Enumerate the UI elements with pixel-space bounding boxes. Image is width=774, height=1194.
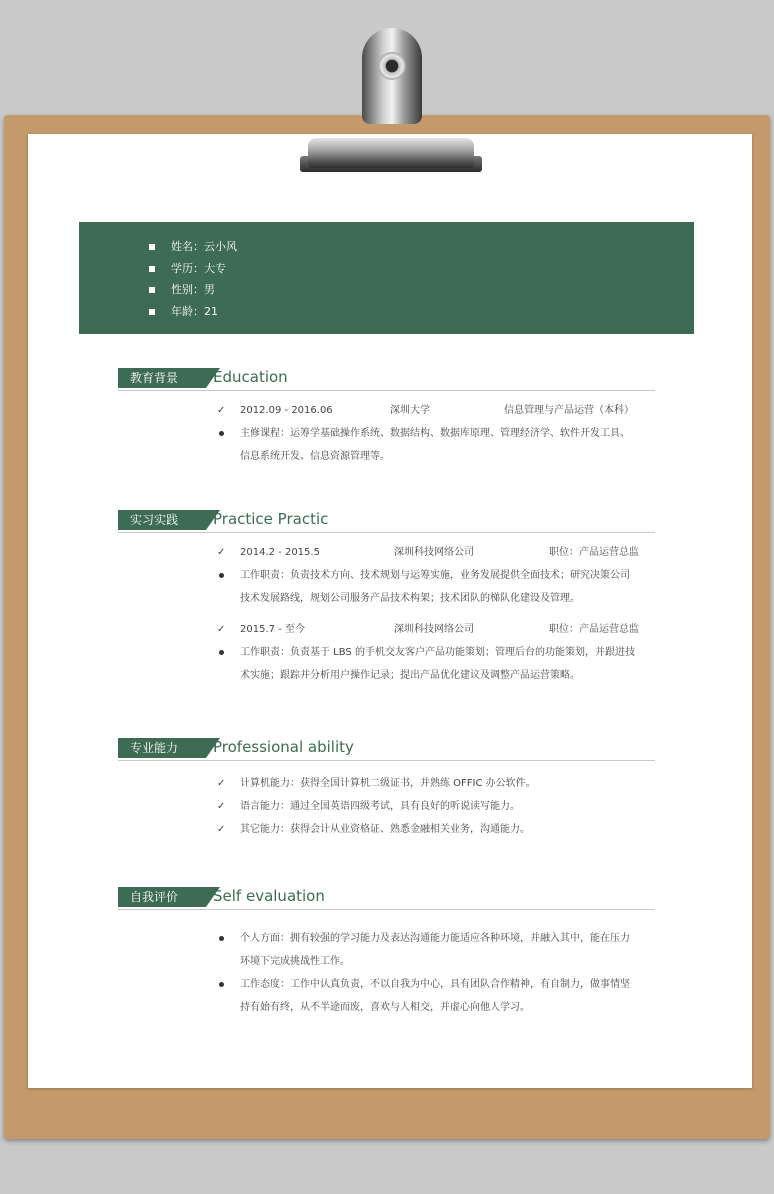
section-title: Self evaluation xyxy=(213,887,325,905)
education-section xyxy=(118,366,655,468)
section-title: Practice Practic xyxy=(213,510,329,528)
self-paragraph xyxy=(118,927,655,973)
job-company: 深圳科技网络公司 xyxy=(394,624,474,635)
job-desc-line-2: 技术发展路线，规划公司服务产品技术构架；技术团队的梯队化建设及管理。 xyxy=(240,593,580,604)
courses-line-1: 主修课程：运筹学基础操作系统、数据结构、数据库原理、管理经济学、软件开发工具、 xyxy=(240,428,630,439)
self-line-1: 个人方面：拥有较强的学习能力及表达沟通能力能适应各种环境，并融入其中，能在压力 xyxy=(240,933,630,944)
profile-education: 学历：大专 xyxy=(149,261,237,283)
section-header xyxy=(118,885,655,910)
check-icon: ✓ xyxy=(217,824,226,835)
job-position: 职位：产品运营总监 xyxy=(549,547,639,558)
check-icon: ✓ xyxy=(217,547,226,558)
education-courses xyxy=(118,422,655,468)
skill-item xyxy=(118,818,655,841)
self-line-1: 工作态度：工作中认真负责，不以自我为中心，具有团队合作精神，有自制力，做事情坚 xyxy=(240,979,630,990)
skill-text: 计算机能力：获得全国计算机二级证书，并熟练 OFFIC 办公软件。 xyxy=(240,778,536,789)
job-desc-line-1: 工作职责：负责基于 LBS 的手机交友客户产品功能策划；管理后台的功能策划，并跟进技 xyxy=(240,647,635,658)
courses-line-2: 信息系统开发、信息资源管理等。 xyxy=(240,451,390,462)
education-major: 信息管理与产品运营（本科） xyxy=(504,405,634,416)
job-description xyxy=(118,564,655,610)
job-date: 2014.2 - 2015.5 xyxy=(240,547,320,558)
check-icon: ✓ xyxy=(217,624,226,635)
job-date: 2015.7 - 至今 xyxy=(240,624,305,635)
skill-item xyxy=(118,772,655,795)
check-icon: ✓ xyxy=(217,801,226,812)
profile-list xyxy=(149,239,237,325)
check-icon: ✓ xyxy=(217,778,226,789)
section-header xyxy=(118,508,655,533)
job-entry xyxy=(118,618,655,641)
profile-header xyxy=(79,222,694,334)
self-paragraph xyxy=(118,973,655,1019)
job-desc-line-2: 术实施；跟踪并分析用户操作记录；提出产品优化建议及调整产品运营策略。 xyxy=(240,670,580,681)
practice-section xyxy=(118,508,655,687)
skill-item xyxy=(118,795,655,818)
profile-gender: 性别：男 xyxy=(149,282,237,304)
education-date: 2012.09 - 2016.06 xyxy=(240,405,333,416)
education-school: 深圳大学 xyxy=(390,405,430,416)
section-header xyxy=(118,366,655,391)
education-entry xyxy=(118,399,655,422)
section-tag: 专业能力 xyxy=(118,738,206,758)
job-desc-line-1: 工作职责：负责技术方向、技术规划与运筹实施，业务发展提供全面技术；研究决策公司 xyxy=(240,570,630,581)
self-section xyxy=(118,885,655,1019)
section-title: Education xyxy=(213,368,288,386)
self-line-2: 环境下完成挑战性工作。 xyxy=(240,956,350,967)
profile-age: 年龄：21 xyxy=(149,304,237,326)
section-tag: 自我评价 xyxy=(118,887,206,907)
section-header xyxy=(118,736,655,761)
section-tag: 教育背景 xyxy=(118,368,206,388)
job-entry xyxy=(118,541,655,564)
skill-text: 语言能力：通过全国英语四级考试，具有良好的听说读写能力。 xyxy=(240,801,520,812)
section-title: Professional ability xyxy=(213,738,354,756)
skills-section xyxy=(118,736,655,841)
profile-name: 姓名：云小风 xyxy=(149,239,237,261)
job-description xyxy=(118,641,655,687)
job-company: 深圳科技网络公司 xyxy=(394,547,474,558)
section-tag: 实习实践 xyxy=(118,510,206,530)
clip-base xyxy=(308,138,474,168)
job-position: 职位：产品运营总监 xyxy=(549,624,639,635)
check-icon: ✓ xyxy=(217,405,226,416)
skill-text: 其它能力：获得会计从业资格证、熟悉金融相关业务，沟通能力。 xyxy=(240,824,530,835)
self-line-2: 持有始有终，从不半途而废，喜欢与人相交，并虚心向他人学习。 xyxy=(240,1002,530,1013)
clip-ring xyxy=(378,52,406,80)
